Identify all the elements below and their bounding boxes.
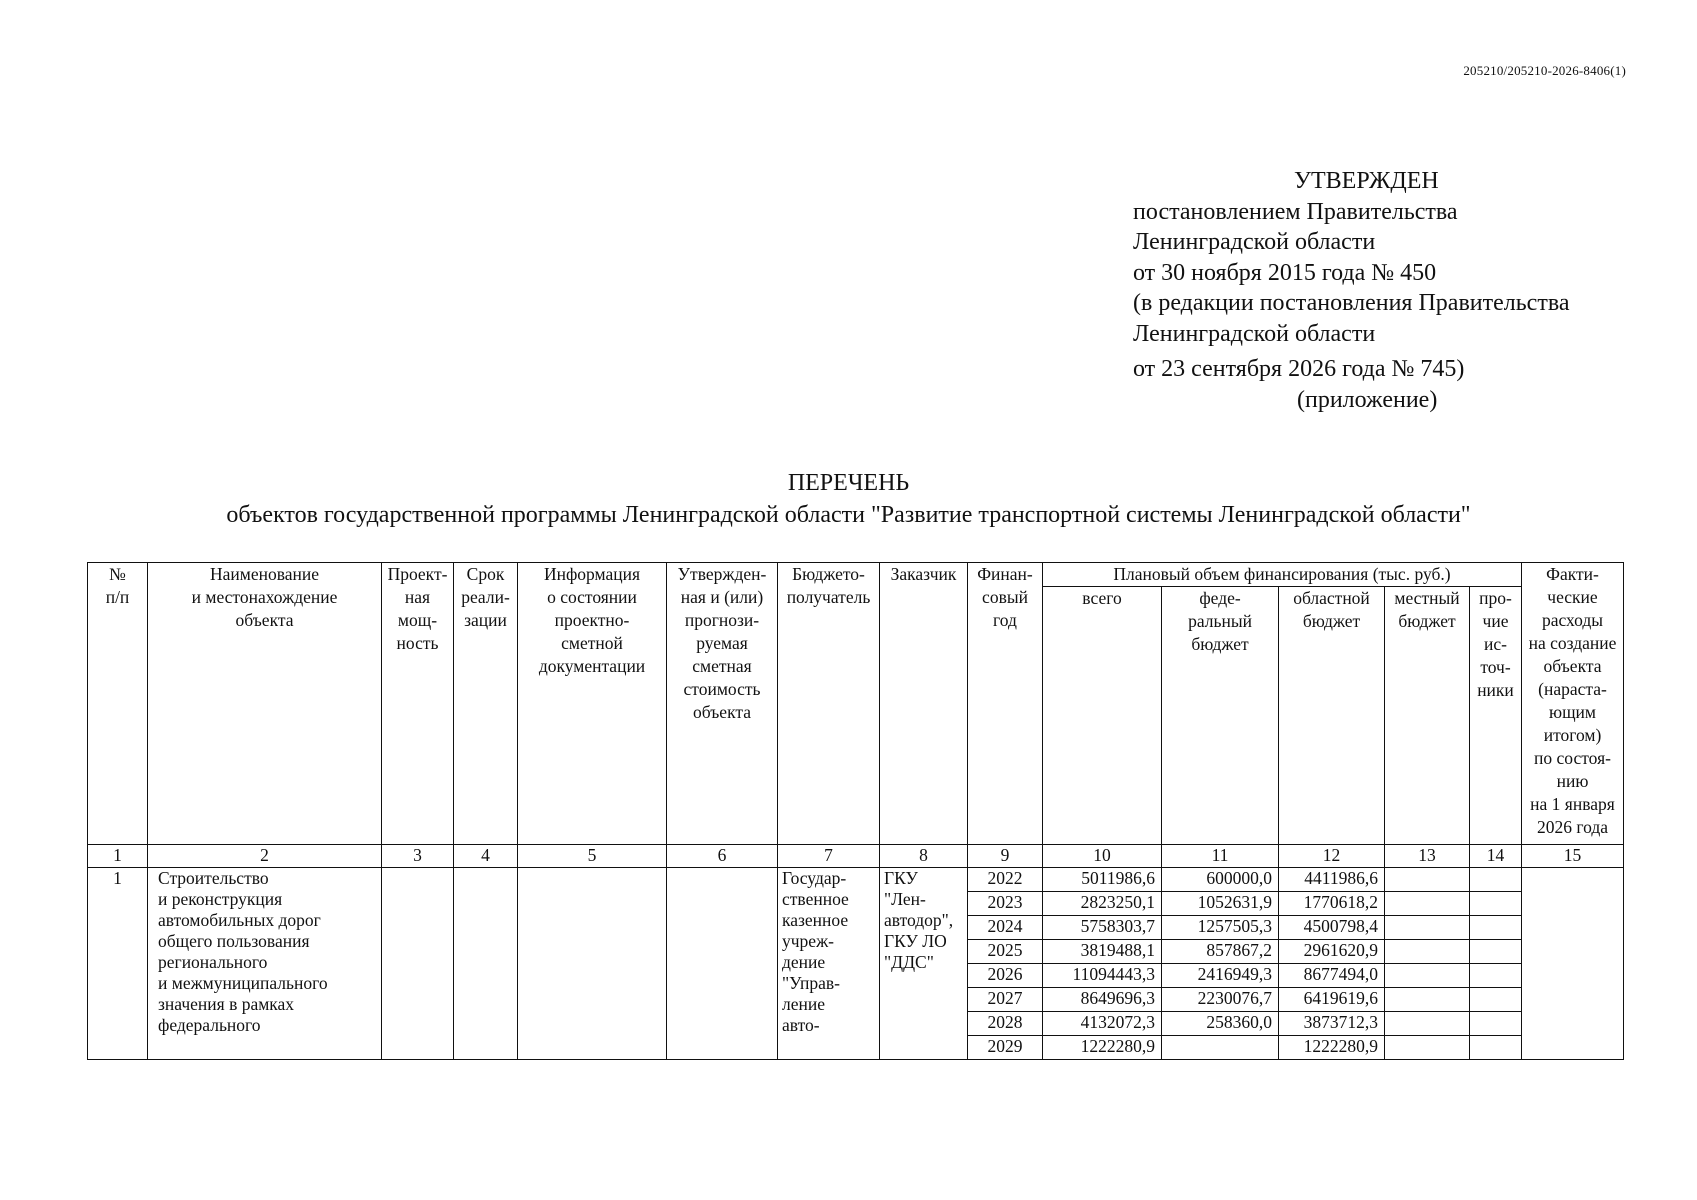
column-number: 15 xyxy=(1522,845,1624,868)
year-cell: 2026 xyxy=(968,964,1043,988)
year-cell: 2029 xyxy=(968,1036,1043,1060)
federal-cell: 2230076,7 xyxy=(1162,988,1279,1012)
document-id: 205210/205210-2026-8406(1) xyxy=(1463,63,1626,78)
header-customer: Заказчик xyxy=(880,563,968,845)
local-cell xyxy=(1385,964,1470,988)
object-documentation xyxy=(518,868,667,1060)
approval-line: от 30 ноября 2015 года № 450 xyxy=(1133,259,1437,286)
other-cell xyxy=(1470,1036,1522,1060)
year-cell: 2025 xyxy=(968,940,1043,964)
total-cell: 4132072,3 xyxy=(1043,1012,1162,1036)
total-cell: 5758303,7 xyxy=(1043,916,1162,940)
column-number: 4 xyxy=(454,845,518,868)
approval-heading: УТВЕРЖДЕН xyxy=(1294,168,1439,194)
header-cost: Утвержден- ная и (или) прогнози- руемая сметная стоимость объекта xyxy=(667,563,778,845)
other-cell xyxy=(1470,940,1522,964)
federal-cell: 857867,2 xyxy=(1162,940,1279,964)
approval-line: постановлением Правительства xyxy=(1133,198,1458,225)
other-cell xyxy=(1470,1012,1522,1036)
object-cost xyxy=(667,868,778,1060)
approval-line: Ленинградской области xyxy=(1133,320,1376,347)
federal-cell: 1052631,9 xyxy=(1162,892,1279,916)
header-federal: феде- ральный бюджет xyxy=(1162,587,1279,845)
federal-cell: 1257505,3 xyxy=(1162,916,1279,940)
header-number: № п/п xyxy=(88,563,148,845)
column-number: 13 xyxy=(1385,845,1470,868)
year-cell: 2022 xyxy=(968,868,1043,892)
header-documentation: Информация о состоянии проектно- сметной документации xyxy=(518,563,667,845)
approval-line: Ленинградской области xyxy=(1133,229,1376,255)
header-total: всего xyxy=(1043,587,1162,845)
object-term xyxy=(454,868,518,1060)
header-financing-group: Плановый объем финансирования (тыс. руб.) xyxy=(1043,563,1522,587)
object-capacity xyxy=(382,868,454,1060)
local-cell xyxy=(1385,868,1470,892)
actual-expenses-cell xyxy=(1522,868,1624,1060)
regional-cell: 2961620,9 xyxy=(1279,940,1385,964)
header-regional: областной бюджет xyxy=(1279,587,1385,845)
local-cell xyxy=(1385,940,1470,964)
header-other: про- чие ис- точ- ники xyxy=(1470,587,1522,845)
federal-cell: 2416949,3 xyxy=(1162,964,1279,988)
column-number: 14 xyxy=(1470,845,1522,868)
regional-cell: 8677494,0 xyxy=(1279,964,1385,988)
header-term: Срок реали- зации xyxy=(454,563,518,845)
approval-stamp xyxy=(1133,166,1570,415)
header-capacity: Проект- ная мощ- ность xyxy=(382,563,454,845)
other-cell xyxy=(1470,916,1522,940)
column-number: 12 xyxy=(1279,845,1385,868)
regional-cell: 1770618,2 xyxy=(1279,892,1385,916)
local-cell xyxy=(1385,1036,1470,1060)
year-cell: 2024 xyxy=(968,916,1043,940)
local-cell xyxy=(1385,916,1470,940)
column-number: 9 xyxy=(968,845,1043,868)
approval-appendix: (приложение) xyxy=(1297,386,1438,413)
regional-cell: 3873712,3 xyxy=(1279,1012,1385,1036)
row-number: 1 xyxy=(88,868,148,1060)
page-title: ПЕРЕЧЕНЬ xyxy=(787,470,910,496)
federal-cell: 600000,0 xyxy=(1162,868,1279,892)
column-number: 5 xyxy=(518,845,667,868)
regional-cell: 4411986,6 xyxy=(1279,868,1385,892)
column-number: 7 xyxy=(778,845,880,868)
total-cell: 2823250,1 xyxy=(1043,892,1162,916)
object-customer: ГКУ "Лен- автодор", ГКУ ЛО "ДДС" xyxy=(880,868,968,1060)
header-fiscal-year: Финан- совый год xyxy=(968,563,1043,845)
object-recipient: Государ- ственное казенное учреж- дение "Управ- ление авто- xyxy=(778,868,880,1060)
regional-cell: 1222280,9 xyxy=(1279,1036,1385,1060)
table-row xyxy=(88,868,1624,892)
column-number: 11 xyxy=(1162,845,1279,868)
approval-date-line: от 23 сентября 2026 года № 745) xyxy=(1133,356,1465,382)
federal-cell: 258360,0 xyxy=(1162,1012,1279,1036)
other-cell xyxy=(1470,892,1522,916)
total-cell: 1222280,9 xyxy=(1043,1036,1162,1060)
header-actual-expenses: Факти- ческие расходы на создание объекта (нараста- ющим итогом) по состоя- нию на 1 января 2026 года xyxy=(1522,563,1624,845)
column-number: 6 xyxy=(667,845,778,868)
regional-cell: 6419619,6 xyxy=(1279,988,1385,1012)
page-subtitle: объектов государственной программы Ленинградской области "Развитие транспортной системы Ленинградской области" xyxy=(226,502,1471,528)
header-name: Наименование и местонахождение объекта xyxy=(148,563,382,845)
approval-line: (в редакции постановления Правительства xyxy=(1133,290,1570,316)
local-cell xyxy=(1385,1012,1470,1036)
other-cell xyxy=(1470,988,1522,1012)
regional-cell: 4500798,4 xyxy=(1279,916,1385,940)
column-number: 3 xyxy=(382,845,454,868)
other-cell xyxy=(1470,964,1522,988)
other-cell xyxy=(1470,868,1522,892)
column-number: 1 xyxy=(88,845,148,868)
column-number: 10 xyxy=(1043,845,1162,868)
year-cell: 2028 xyxy=(968,1012,1043,1036)
total-cell: 11094443,3 xyxy=(1043,964,1162,988)
column-number: 8 xyxy=(880,845,968,868)
objects-table xyxy=(87,562,1624,1060)
federal-cell xyxy=(1162,1036,1279,1060)
year-cell: 2023 xyxy=(968,892,1043,916)
total-cell: 8649696,3 xyxy=(1043,988,1162,1012)
column-numbers-row xyxy=(88,845,1624,868)
header-local: местный бюджет xyxy=(1385,587,1470,845)
total-cell: 3819488,1 xyxy=(1043,940,1162,964)
local-cell xyxy=(1385,892,1470,916)
total-cell: 5011986,6 xyxy=(1043,868,1162,892)
column-number: 2 xyxy=(148,845,382,868)
header-recipient: Бюджето- получатель xyxy=(778,563,880,845)
local-cell xyxy=(1385,988,1470,1012)
year-cell: 2027 xyxy=(968,988,1043,1012)
object-name: Строительство и реконструкция автомобильных дорог общего пользования регионального и межмуниципального значения в рамках федерального xyxy=(148,868,382,1060)
